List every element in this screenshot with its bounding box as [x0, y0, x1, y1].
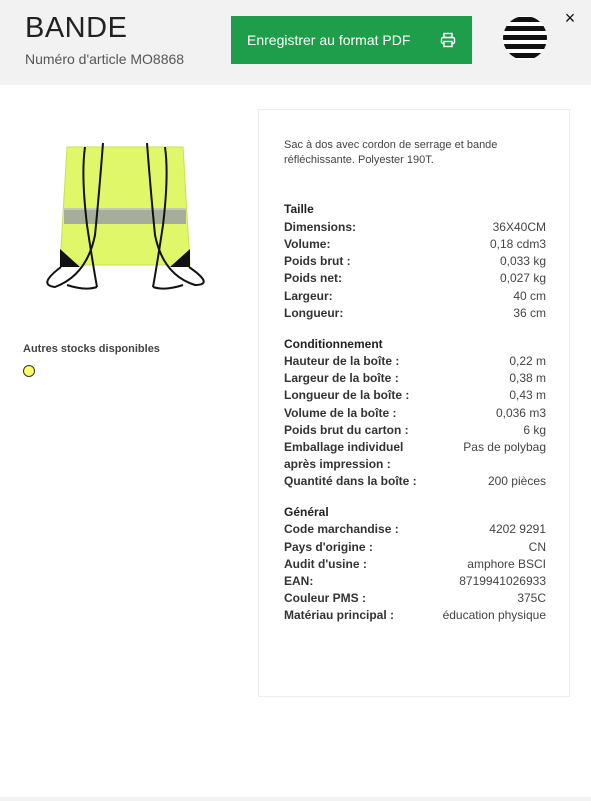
spec-value: 375C — [517, 591, 546, 605]
spec-key: Dimensions: — [284, 220, 357, 234]
spec-key: Matériau principal : — [284, 608, 395, 622]
brand-logo-icon — [503, 16, 547, 60]
save-pdf-label: Enregistrer au format PDF — [247, 32, 411, 48]
spec-key: Volume: — [284, 237, 331, 251]
spec-key: Emballage individuel après impression : — [284, 440, 404, 471]
spec-key: Longueur de la boîte : — [284, 388, 410, 402]
spec-key: EAN: — [284, 574, 314, 588]
spec-key: Poids brut : — [284, 254, 351, 268]
spec-value: amphore BSCI — [467, 557, 546, 571]
spec-value: 0,22 m — [509, 354, 546, 368]
page-header — [0, 0, 591, 85]
save-pdf-button[interactable] — [231, 16, 472, 64]
product-image — [25, 135, 225, 295]
close-icon[interactable]: × — [564, 8, 576, 28]
spec-key: Hauteur de la boîte : — [284, 354, 400, 368]
spec-key: Volume de la boîte : — [284, 406, 397, 420]
spec-value: CN — [528, 540, 546, 554]
spec-key: Pays d'origine : — [284, 540, 373, 554]
printer-icon — [440, 32, 456, 48]
spec-value: 0,027 kg — [499, 271, 546, 285]
section-title-general: Général — [284, 505, 329, 519]
section-title-conditionnement: Conditionnement — [284, 337, 383, 351]
spec-value: 0,036 m3 — [495, 406, 546, 420]
spec-key: Poids brut du carton : — [284, 423, 409, 437]
product-title: BANDE — [25, 12, 128, 44]
spec-value: 0,43 m — [509, 388, 546, 402]
section-title-taille: Taille — [284, 202, 314, 216]
spec-key: Longueur: — [284, 306, 344, 320]
spec-key: Poids net: — [284, 271, 343, 285]
footer-divider — [0, 797, 591, 801]
spec-value: 4202 9291 — [489, 522, 546, 536]
spec-value: éducation physique — [442, 608, 546, 622]
spec-value: Pas de polybag — [463, 440, 546, 454]
product-description: Sac à dos avec cordon de serrage et bande réfléchissante. Polyester 190T. — [284, 139, 498, 166]
color-swatch-yellow[interactable] — [23, 365, 35, 377]
spec-key: Quantité dans la boîte : — [284, 474, 417, 488]
spec-key: Largeur de la boîte : — [284, 371, 399, 385]
article-number: Numéro d'article MO8868 — [25, 51, 185, 67]
spec-value: 0,18 cdm3 — [489, 237, 546, 251]
spec-key: Audit d'usine : — [284, 557, 367, 571]
other-stocks-label: Autres stocks disponibles — [23, 343, 160, 355]
spec-value: 6 kg — [523, 423, 546, 437]
spec-value: 200 pièces — [487, 474, 546, 488]
spec-value: 36X40CM — [492, 220, 546, 234]
details-panel — [258, 109, 570, 697]
spec-value: 0,033 kg — [499, 254, 546, 268]
spec-key: Code marchandise : — [284, 522, 399, 536]
spec-value: 36 cm — [513, 306, 546, 320]
spec-key: Couleur PMS : — [284, 591, 367, 605]
spec-value: 40 cm — [513, 289, 546, 303]
spec-key: Largeur: — [284, 289, 333, 303]
spec-value: 0,38 m — [509, 371, 546, 385]
spec-value: 8719941026933 — [459, 574, 546, 588]
